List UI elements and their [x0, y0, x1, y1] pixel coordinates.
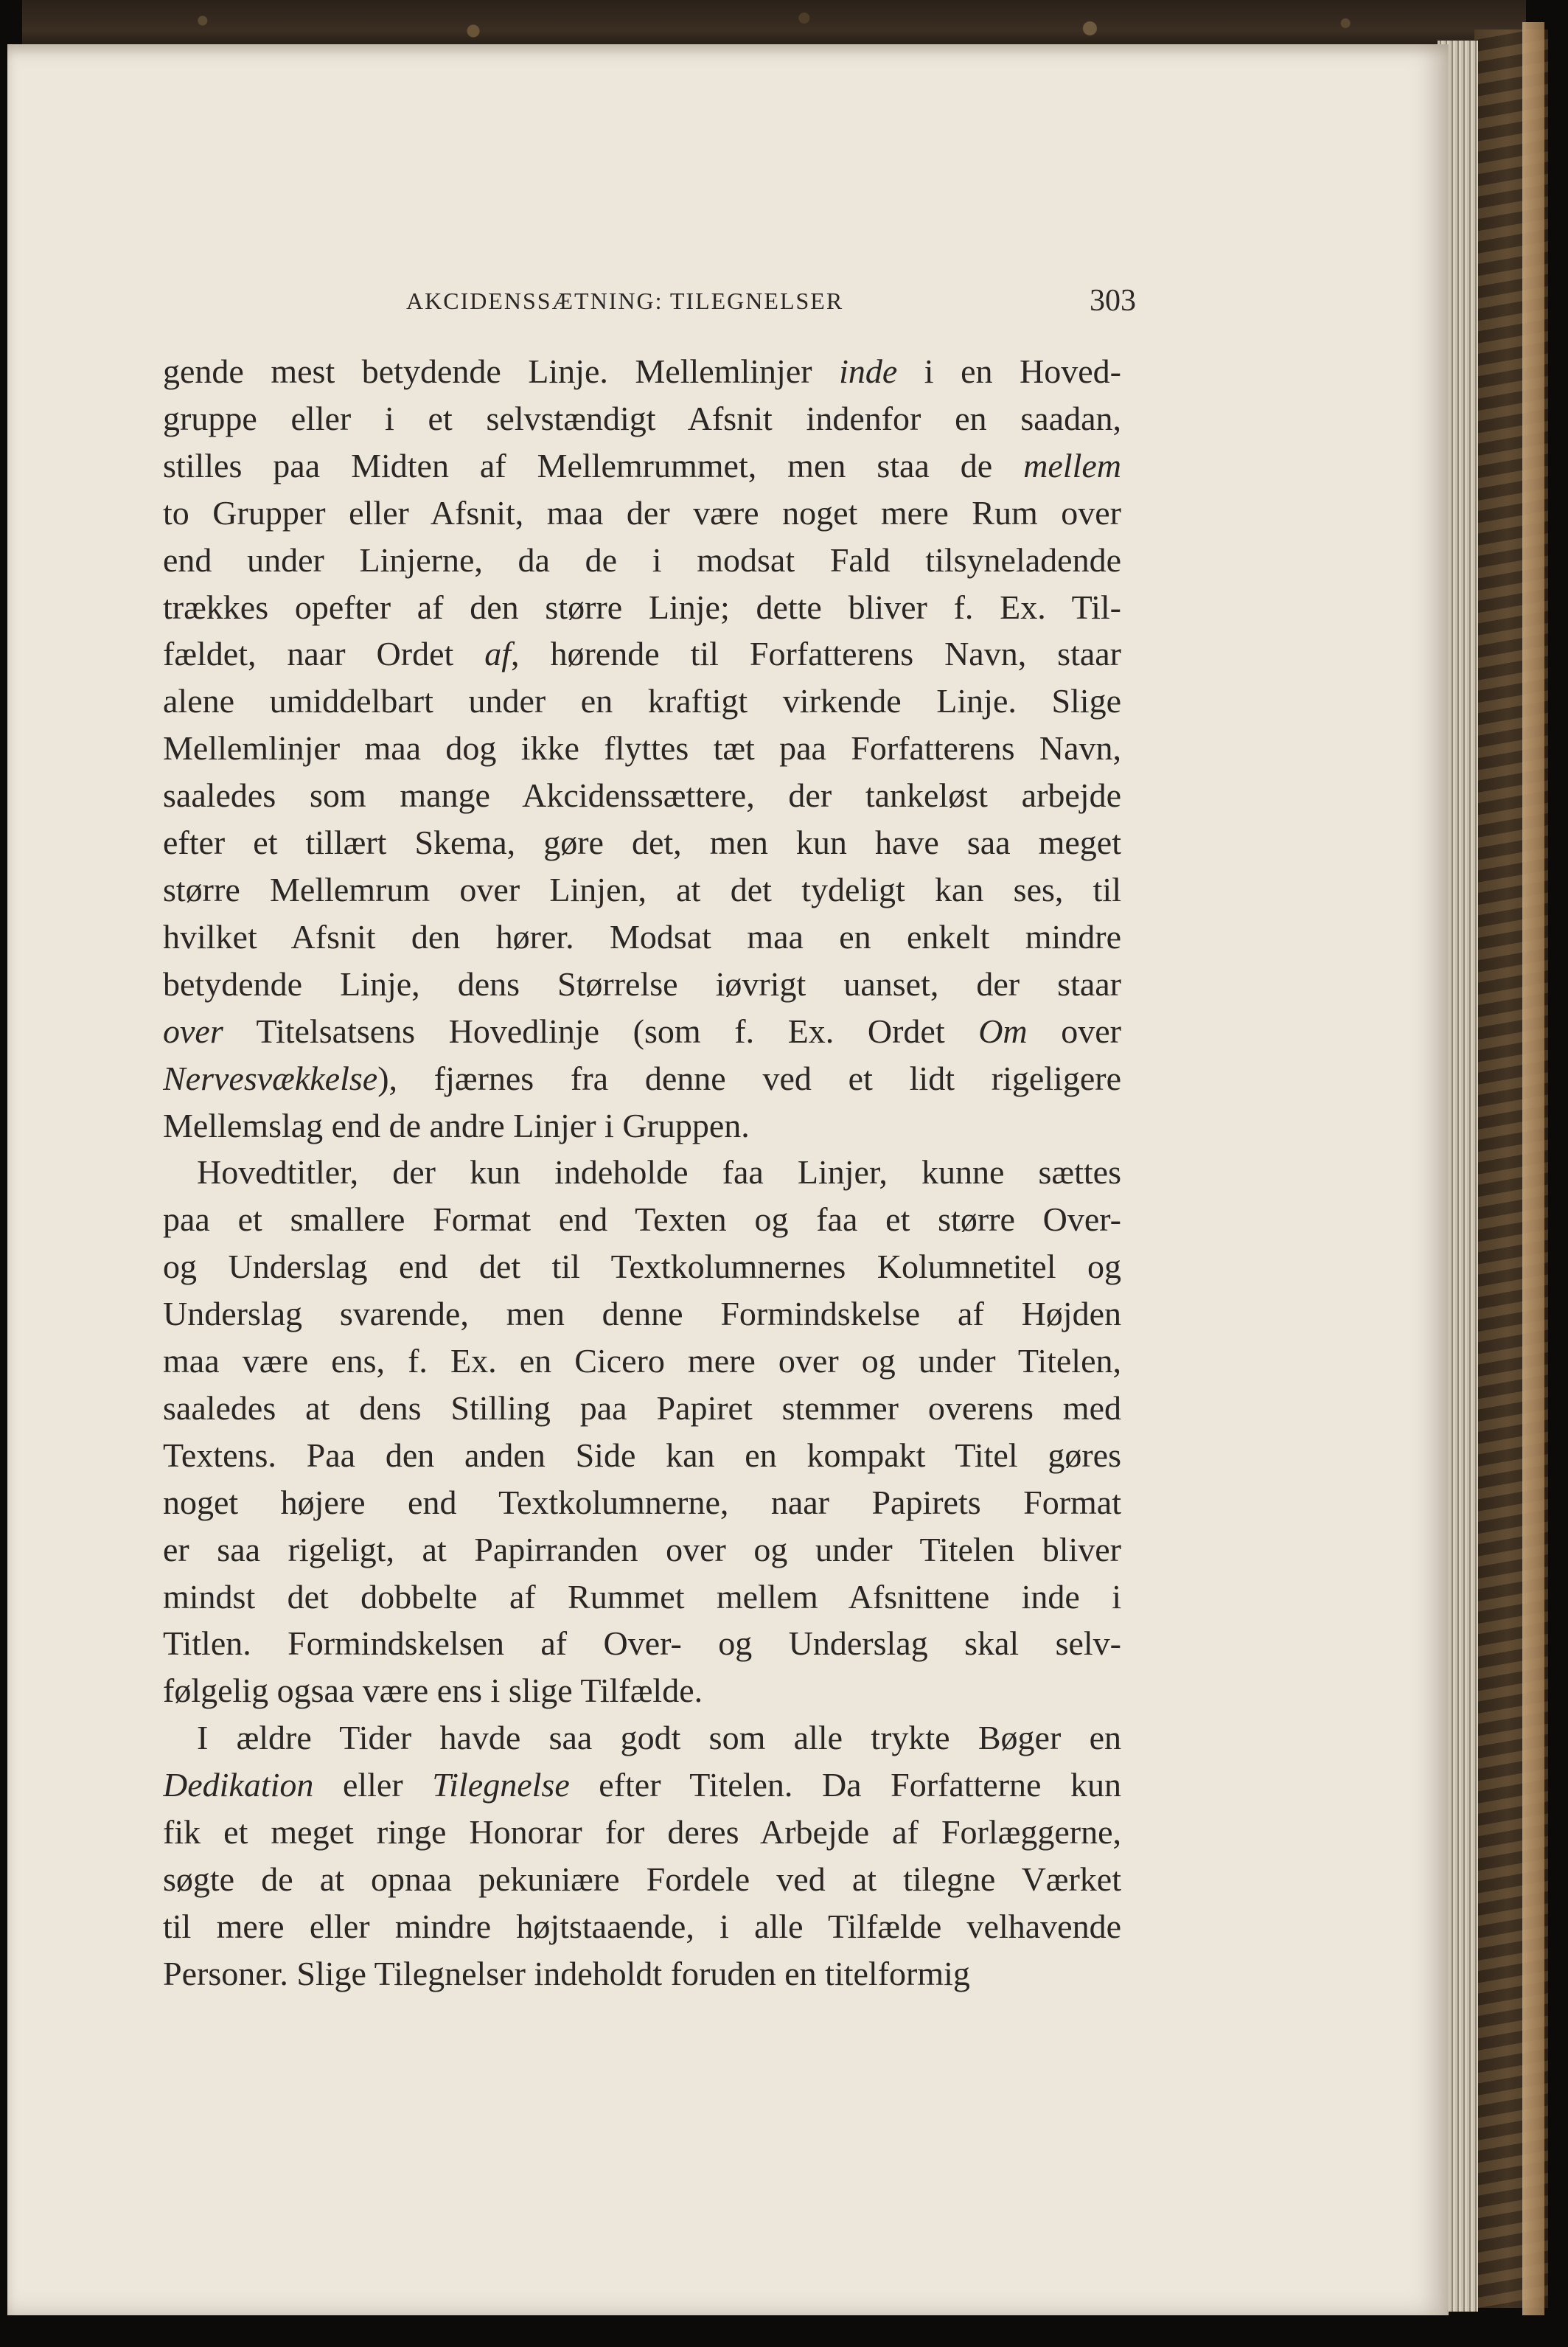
text-run: betydende Linje, dens Størrelse iøvrigt uanset, der staar	[163, 964, 1121, 1003]
paragraph	[163, 1149, 1121, 1714]
text-run: gruppe eller i et selvstændigt Afsnit indenfor en saadan,	[163, 399, 1121, 437]
text-run: søgte de at opnaa pekuniære Fordele ved at tilegne Værket	[163, 1860, 1121, 1898]
italic-text: af	[484, 635, 512, 673]
text-line	[163, 1290, 1121, 1338]
text-run: Hovedtitler, der kun indeholde faa Linjer, kunne sættes	[197, 1153, 1121, 1192]
text-run: mindst det dobbelte af Rummet mellem Afsnittene inde i	[163, 1577, 1121, 1616]
text-line	[163, 1196, 1121, 1243]
text-line	[163, 819, 1121, 866]
text-run: maa være ens, f. Ex. en Cicero mere over og under Titelen,	[163, 1342, 1121, 1380]
text-line	[163, 866, 1121, 914]
text-line	[163, 1856, 1121, 1903]
text-line	[163, 1526, 1121, 1574]
text-run: hvilket Afsnit den hører. Modsat maa en enkelt mindre	[163, 917, 1121, 956]
page-number: 303	[1090, 284, 1136, 318]
text-run: Titelsatsens Hovedlinje (som f. Ex. Ordet	[223, 1012, 979, 1050]
text-run: trækkes opefter af den større Linje; dette bliver f. Ex. Til-	[163, 588, 1121, 626]
text-run: Textens. Paa den anden Side kan en kompakt Titel gøres	[163, 1436, 1121, 1474]
paragraph	[163, 1714, 1121, 1997]
text-line	[163, 1762, 1121, 1809]
text-run: fik et meget ringe Honorar for deres Arbejde af Forlæggerne,	[163, 1813, 1121, 1851]
running-head: AKCIDENSSÆTNING: TILEGNELSER	[406, 288, 844, 314]
text-line	[163, 442, 1121, 490]
italic-text: mellem	[1023, 446, 1121, 484]
text-line	[163, 1149, 1121, 1196]
text-run: end under Linjerne, da de i modsat Fald tilsyneladende	[163, 540, 1121, 579]
text-line	[163, 1385, 1121, 1432]
text-run: efter et tillært Skema, gøre det, men kun have saa meget	[163, 824, 1121, 862]
cover-edge	[1522, 22, 1544, 2315]
text-line	[163, 1714, 1121, 1762]
text-run: alene umiddelbart under en kraftigt virkende Linje. Slige	[163, 682, 1121, 720]
italic-text: Dedikation	[163, 1766, 314, 1804]
italic-text: Nervesvækkelse	[163, 1059, 378, 1097]
text-line	[163, 1620, 1121, 1667]
italic-text: inde	[839, 352, 898, 390]
text-line	[163, 1008, 1121, 1055]
text-line	[163, 1574, 1121, 1621]
text-line	[163, 1338, 1121, 1385]
text-run: til mere eller mindre højtstaaende, i alle Tilfælde velhavende	[163, 1907, 1121, 1945]
text-line	[163, 1479, 1121, 1526]
text-run: og Underslag end det til Textkolumnernes Kolumnetitel og	[163, 1248, 1121, 1286]
text-run: fældet, naar Ordet	[163, 635, 485, 673]
text-line	[163, 395, 1121, 442]
text-run: Personer. Slige Tilegnelser indeholdt foruden en titelformig	[163, 1954, 970, 1992]
text-run: større Mellemrum over Linjen, at det tydeligt kan ses, til	[163, 870, 1121, 908]
text-line	[163, 630, 1121, 678]
text-run: stilles paa Midten af Mellemrummet, men staa de	[163, 446, 1024, 484]
text-run: saaledes at dens Stilling paa Papiret stemmer overens med	[163, 1388, 1121, 1427]
text-run: noget højere end Textkolumnerne, naar Papirets Format	[163, 1483, 1121, 1521]
text-run: følgelig ogsaa være ens i slige Tilfælde.	[163, 1672, 703, 1710]
text-run: ), fjærnes fra denne ved et lidt rigeligere	[377, 1059, 1121, 1097]
text-line	[163, 348, 1121, 395]
text-run: saaledes som mange Akcidenssættere, der tankeløst arbejde	[163, 776, 1121, 815]
text-line	[163, 914, 1121, 961]
italic-text: Tilegnelse	[432, 1766, 570, 1804]
text-run: er saa rigeligt, at Papirranden over og under Titelen bliver	[163, 1530, 1121, 1568]
italic-text: over	[163, 1012, 223, 1050]
text-line	[163, 490, 1121, 537]
text-run: efter Titelen. Da Forfatterne kun	[569, 1766, 1121, 1804]
text-run: I ældre Tider havde saa godt som alle trykte Bøger en	[197, 1719, 1121, 1757]
text-line	[163, 1903, 1121, 1950]
text-run: paa et smallere Format end Texten og faa et større Over-	[163, 1200, 1121, 1239]
text-line	[163, 772, 1121, 819]
text-line	[163, 725, 1121, 772]
text-line	[163, 584, 1121, 631]
text-line	[163, 961, 1121, 1008]
text-line	[163, 1950, 1121, 1997]
text-line	[163, 1432, 1121, 1479]
text-run: , hørende til Forfatterens Navn, staar	[511, 635, 1121, 673]
text-run: Mellemslag end de andre Linjer i Gruppen.	[163, 1106, 750, 1144]
text-run: Mellemlinjer maa dog ikke flyttes tæt paa Forfatterens Navn,	[163, 729, 1121, 768]
italic-text: Om	[978, 1012, 1028, 1050]
text-line	[163, 1667, 1121, 1714]
text-line	[163, 1055, 1121, 1102]
page-header	[163, 284, 1136, 332]
text-run: to Grupper eller Afsnit, maa der være noget mere Rum over	[163, 493, 1121, 532]
text-line	[163, 1809, 1121, 1856]
text-line	[163, 1243, 1121, 1290]
text-run: Titlen. Formindskelsen af Over- og Underslag skal selv-	[163, 1624, 1121, 1663]
text-run: eller	[313, 1766, 433, 1804]
body-text	[163, 348, 1121, 1997]
text-run: i en Hoved-	[897, 352, 1121, 390]
text-line	[163, 1102, 1121, 1150]
paragraph	[163, 348, 1121, 1149]
text-run: over	[1027, 1012, 1121, 1050]
text-run: Underslag svarende, men denne Formindskelse af Højden	[163, 1295, 1121, 1333]
text-line	[163, 678, 1121, 725]
text-line	[163, 537, 1121, 584]
text-run: gende mest betydende Linje. Mellemlinjer	[163, 352, 840, 390]
